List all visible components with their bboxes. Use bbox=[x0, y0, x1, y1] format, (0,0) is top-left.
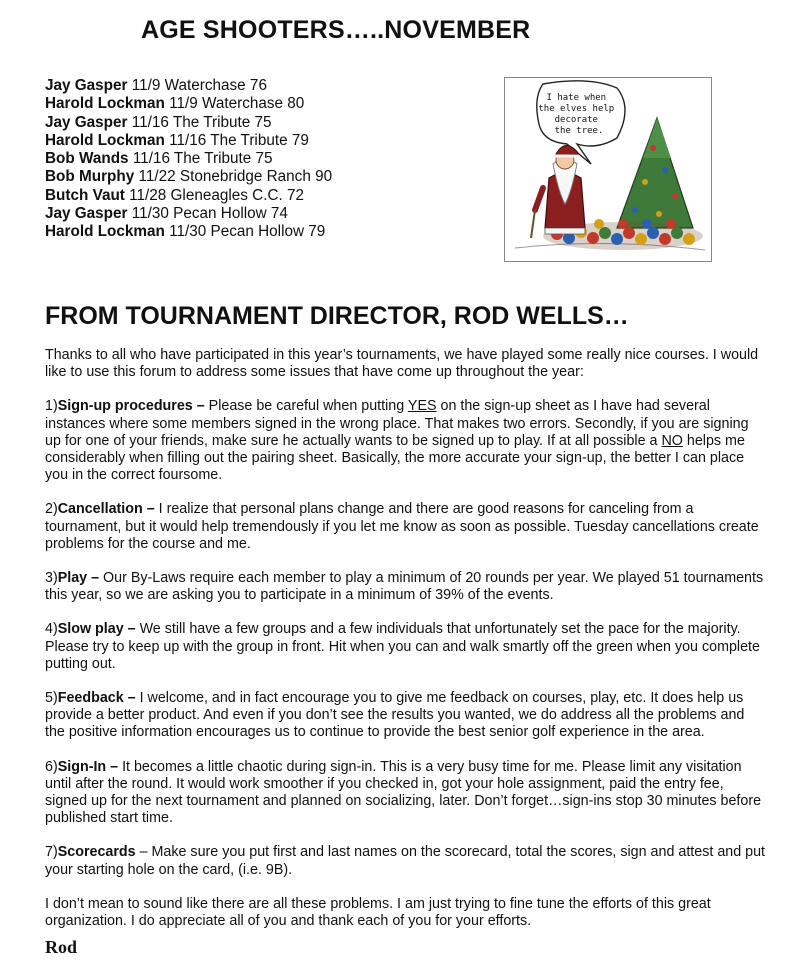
item-text: helps me considerably when filling out the pairing sheet. Basically, the more accurate your sign-up, the better I can place you in the correct foursome. bbox=[45, 432, 745, 484]
intro-paragraph: Thanks to all who have participated in this year’s tournaments, we have played some really nice courses. I would like to use this forum to address some issues that have come up throughout the year: bbox=[45, 347, 759, 381]
shooter-details: 11/16 The Tribute 75 bbox=[132, 150, 273, 168]
item-heading: Play – bbox=[57, 570, 100, 587]
item-scorecards bbox=[45, 844, 767, 878]
shooter-name: Butch Vaut bbox=[45, 186, 125, 204]
item-text: It becomes a little chaotic during sign-in. This is a very busy time for me. Please limit any visitation until after the round. It would work smoother if you checked in, got your hole assignment, paid the entry fee, signed up for the next tournament and planned on socializing, later. Don’t forget…sign-ins stop 30 minutes before published start time. bbox=[45, 758, 762, 827]
item-number: 4) bbox=[45, 621, 58, 638]
shooter-name: Harold Lockman bbox=[45, 223, 165, 241]
shooter-details: 11/16 The Tribute 79 bbox=[169, 131, 309, 149]
bubble-line: the tree. bbox=[554, 126, 604, 136]
list-item bbox=[45, 187, 332, 205]
item-play bbox=[45, 570, 767, 604]
cartoon-illustration bbox=[505, 78, 711, 261]
item-heading: Feedback – bbox=[57, 690, 136, 707]
list-item bbox=[45, 223, 332, 241]
shooter-details: 11/30 Pecan Hollow 74 bbox=[131, 205, 288, 223]
shooter-name: Jay Gasper bbox=[45, 205, 128, 223]
shooter-details: 11/22 Stonebridge Ranch 90 bbox=[138, 168, 333, 186]
shooter-name: Jay Gasper bbox=[45, 113, 128, 131]
item-heading: Cancellation – bbox=[57, 501, 155, 518]
signature: Rod bbox=[45, 937, 78, 957]
yes-underlined: YES bbox=[407, 398, 437, 415]
shooter-details: 11/9 Waterchase 76 bbox=[131, 77, 267, 94]
shooter-name: Bob Wands bbox=[45, 150, 129, 168]
item-text: I welcome, and in fact encourage you to give me feedback on courses, play, etc. It does help us provide a better product. And even if you don’t see the results you wanted, we do address all the problems and the positive information encourages us to continue to provide the best senior golf experience in the area. bbox=[45, 690, 745, 741]
item-heading: Sign-up procedures – bbox=[57, 398, 205, 415]
shooter-name: Bob Murphy bbox=[45, 168, 135, 186]
shooter-details: 11/9 Waterchase 80 bbox=[169, 95, 305, 113]
item-cancellation bbox=[45, 501, 767, 553]
list-item bbox=[45, 205, 332, 223]
list-item bbox=[45, 150, 332, 168]
bubble-line: decorate bbox=[554, 115, 598, 125]
item-number: 6) bbox=[45, 758, 58, 775]
item-signup bbox=[45, 398, 767, 484]
item-sign-in bbox=[45, 759, 767, 828]
item-text: Our By-Laws require each member to play a minimum of 20 rounds per year. We played 51 tournaments this year, so we are asking you to participate in a minimum of 39% of the events. bbox=[45, 570, 764, 604]
item-text: Please be careful when putting bbox=[204, 398, 408, 415]
item-text: I realize that personal plans change and there are good reasons for canceling from a tournament, but it would help tremendously if you let me know as soon as possible. Tuesday cancellations create problems for the course and me. bbox=[45, 501, 759, 552]
santa-cartoon-image bbox=[504, 77, 712, 262]
shooter-details: 11/16 The Tribute 75 bbox=[131, 113, 272, 131]
item-slow-play bbox=[45, 621, 767, 673]
list-item bbox=[45, 114, 332, 132]
item-number: 7) bbox=[45, 844, 58, 861]
shooter-details: 11/30 Pecan Hollow 79 bbox=[169, 223, 326, 241]
item-number: 1) bbox=[45, 398, 58, 415]
item-text: – Make sure you put first and last names on the scorecard, total the scores, sign and attest and put your starting hole on the card, (i.e. 9B). bbox=[45, 844, 766, 878]
section-heading: FROM TOURNAMENT DIRECTOR, ROD WELLS… bbox=[45, 302, 629, 330]
closing-paragraph: I don’t mean to sound like there are all these problems. I am just trying to fine tune the efforts of this great organization. I do appreciate all of you and thank each of you for your efforts. bbox=[45, 895, 711, 930]
list-item bbox=[45, 168, 332, 186]
list-item bbox=[45, 77, 332, 95]
shooter-name: Jay Gasper bbox=[45, 77, 128, 94]
shooter-name: Harold Lockman bbox=[45, 95, 165, 113]
item-number: 3) bbox=[45, 570, 58, 587]
item-heading: Scorecards bbox=[57, 844, 136, 861]
age-shooters-list bbox=[45, 77, 332, 242]
shooter-name: Harold Lockman bbox=[45, 131, 165, 149]
item-number: 2) bbox=[45, 501, 58, 518]
list-item bbox=[45, 95, 332, 113]
item-heading: Slow play – bbox=[57, 621, 136, 638]
item-number: 5) bbox=[45, 690, 58, 707]
letter-body bbox=[45, 347, 767, 947]
bubble-line: the elves help bbox=[538, 104, 615, 114]
item-heading: Sign-In – bbox=[57, 758, 119, 775]
list-item bbox=[45, 132, 332, 150]
bubble-line: I hate when bbox=[546, 93, 607, 103]
item-text: on the sign-up sheet as I have had several instances where some members signed in the wrong place. That makes two errors. Secondly, if you are signing up for one of your friends, make sure he actually wants to be signed up to play. If at all possible a bbox=[45, 398, 749, 449]
item-feedback bbox=[45, 690, 767, 742]
page-title: AGE SHOOTERS…..NOVEMBER bbox=[141, 16, 531, 44]
no-underlined: NO bbox=[661, 432, 683, 449]
shooter-details: 11/28 Gleneagles C.C. 72 bbox=[129, 186, 305, 204]
item-text: We still have a few groups and a few individuals that unfortunately set the pace for the majority. Please try to keep up with the group in front. Hit when you can and walk smartly off the green when you complete putting out. bbox=[45, 621, 760, 672]
